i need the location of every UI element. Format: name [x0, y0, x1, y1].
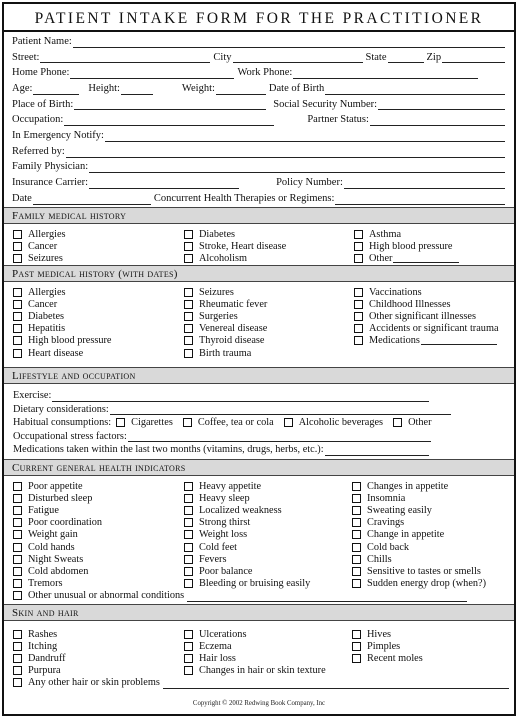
city-label: City [213, 51, 232, 63]
medications-row [13, 443, 509, 457]
home-phone-label: Home Phone: [12, 67, 70, 79]
health-checkbox[interactable]: Localized weakness [184, 504, 310, 516]
dietary-field[interactable] [110, 405, 451, 415]
health-checkbox[interactable]: Chills [352, 553, 486, 565]
skin-col-2 [184, 628, 326, 677]
medications-taken-field[interactable] [325, 446, 429, 456]
intake-form [2, 2, 516, 716]
date-field[interactable] [33, 194, 151, 205]
work-phone-label: Work Phone: [237, 67, 293, 79]
health-col-3 [352, 480, 486, 590]
medications-label: Medications taken within the last two months (vitamins, drugs, herbs, etc.): [13, 444, 324, 455]
concurrent-field[interactable] [335, 194, 505, 205]
past-checkbox[interactable]: Venereal disease [184, 323, 267, 335]
health-checkbox[interactable]: Poor appetite [13, 480, 102, 492]
health-other-field[interactable] [187, 592, 467, 602]
home-phone-field[interactable] [70, 68, 234, 79]
referred-row [12, 144, 508, 160]
habit-checkbox[interactable]: Coffee, tea or cola [183, 416, 274, 430]
past-checkbox[interactable]: Thyroid disease [184, 335, 267, 347]
checkbox-icon[interactable] [184, 300, 193, 309]
health-checkbox[interactable]: Change in appetite [352, 529, 486, 541]
checkbox-icon[interactable] [13, 349, 22, 358]
concurrent-label: Concurrent Health Therapies or Regimens: [153, 192, 335, 204]
checkbox-icon[interactable] [13, 555, 22, 564]
street-label: Street: [12, 51, 40, 63]
checkbox-icon[interactable] [13, 482, 22, 491]
past-col-2 [184, 286, 267, 359]
lifestyle-section [13, 389, 509, 457]
checkbox-icon[interactable] [13, 336, 22, 345]
checkbox-icon[interactable] [116, 418, 125, 427]
occupation-label: Occupation: [12, 114, 64, 126]
checkbox-icon[interactable] [393, 418, 402, 427]
checkbox-icon[interactable] [13, 654, 22, 663]
checkbox-icon[interactable] [13, 543, 22, 552]
past-checkbox[interactable]: Surgeries [184, 310, 267, 322]
checkbox-icon[interactable] [13, 567, 22, 576]
occupation-row [12, 112, 508, 128]
skin-checkbox[interactable]: Dandruff [13, 652, 66, 664]
health-checkbox[interactable]: Disturbed sleep [13, 492, 102, 504]
address-row [12, 50, 508, 66]
health-checkbox[interactable]: Changes in appetite [352, 480, 486, 492]
health-checkbox[interactable]: Cold feet [184, 541, 310, 553]
family-col-1 [13, 228, 66, 265]
checkbox-icon[interactable] [354, 230, 363, 239]
checkbox-icon[interactable] [13, 591, 22, 600]
zip-field[interactable] [442, 52, 505, 63]
ssn-label: Social Security Number: [273, 98, 378, 110]
checkbox-icon[interactable] [13, 230, 22, 239]
referred-by-label: Referred by: [12, 145, 65, 157]
health-checkbox[interactable]: Cravings [352, 517, 486, 529]
checkbox-icon[interactable] [13, 300, 22, 309]
checkbox-icon[interactable] [184, 288, 193, 297]
street-field[interactable] [40, 52, 210, 63]
emergency-label: In Emergency Notify: [12, 130, 104, 142]
emergency-row [12, 128, 508, 144]
skin-header: Skin and hair [4, 604, 514, 621]
past-checkbox[interactable]: Hepatitis [13, 323, 112, 335]
past-checkbox[interactable]: Vaccinations [354, 286, 499, 298]
health-checkbox[interactable]: Fatigue [13, 504, 102, 516]
checkbox-icon[interactable] [184, 254, 193, 263]
checkbox-icon[interactable] [354, 288, 363, 297]
checkbox-icon[interactable] [352, 630, 361, 639]
past-checkbox[interactable]: Seizures [184, 286, 267, 298]
health-checkbox[interactable]: Poor balance [184, 565, 310, 577]
health-col-2 [184, 480, 310, 590]
skin-checkbox[interactable]: Hair loss [184, 652, 326, 664]
exercise-row [13, 389, 509, 403]
phone-row [12, 65, 508, 81]
health-checkbox[interactable]: Strong thirst [184, 517, 310, 529]
checkbox-icon[interactable] [354, 312, 363, 321]
health-checkbox[interactable]: Poor coordination [13, 517, 102, 529]
past-col-1 [13, 286, 112, 359]
health-checkbox[interactable]: Heavy appetite [184, 480, 310, 492]
stress-row [13, 430, 509, 444]
stress-field[interactable] [128, 432, 431, 442]
patient-info-section [12, 34, 508, 207]
height-label: Height: [88, 83, 120, 95]
past-checkbox[interactable]: Accidents or significant trauma [354, 323, 499, 335]
checkbox-icon[interactable] [184, 579, 193, 588]
dob-field[interactable] [325, 84, 505, 95]
health-checkbox[interactable]: Fevers [184, 553, 310, 565]
health-checkbox[interactable]: Sweating easily [352, 504, 486, 516]
past-checkbox[interactable]: Rheumatic fever [184, 298, 267, 310]
checkbox-icon[interactable] [354, 336, 363, 345]
weight-field[interactable] [216, 84, 266, 95]
dietary-row [13, 403, 509, 417]
age-field[interactable] [33, 84, 79, 95]
family-checkbox[interactable]: Cancer [13, 240, 66, 252]
policy-number-field[interactable] [344, 178, 505, 189]
physician-row [12, 160, 508, 176]
health-grid [13, 480, 509, 592]
checkbox-icon[interactable] [352, 543, 361, 552]
family-history-grid [13, 228, 509, 268]
checkbox-icon[interactable] [184, 242, 193, 251]
past-history-grid [13, 286, 509, 362]
emergency-field[interactable] [105, 131, 505, 142]
checkbox-icon[interactable] [184, 506, 193, 515]
past-checkbox[interactable]: High blood pressure [13, 335, 112, 347]
family-physician-label: Family Physician: [12, 161, 89, 173]
insurance-carrier-label: Insurance Carrier: [12, 177, 89, 189]
past-checkbox[interactable]: Heart disease [13, 347, 112, 359]
checkbox-icon[interactable] [352, 518, 361, 527]
checkbox-icon[interactable] [13, 494, 22, 503]
checkbox-icon[interactable] [184, 494, 193, 503]
family-checkbox[interactable]: High blood pressure [354, 240, 459, 252]
checkbox-icon[interactable] [352, 555, 361, 564]
date-label: Date [12, 192, 32, 204]
lifestyle-header: Lifestyle and occupation [4, 367, 514, 384]
health-checkbox[interactable]: Cold back [352, 541, 486, 553]
past-checkbox[interactable]: Diabetes [13, 310, 112, 322]
checkbox-icon[interactable] [13, 324, 22, 333]
occupation-field[interactable] [64, 115, 274, 126]
other-field[interactable] [393, 254, 459, 263]
patient-name-field[interactable] [73, 37, 505, 48]
past-checkbox[interactable]: Allergies [13, 286, 112, 298]
past-checkbox[interactable]: Birth trauma [184, 347, 267, 359]
checkbox-icon[interactable] [184, 312, 193, 321]
partner-status-field[interactable] [370, 115, 505, 126]
checkbox-icon[interactable] [13, 254, 22, 263]
place-of-birth-field[interactable] [74, 99, 266, 110]
exercise-field[interactable] [52, 392, 429, 402]
skin-checkbox[interactable]: Hives [352, 628, 423, 640]
referred-by-field[interactable] [66, 147, 505, 158]
habit-checkbox[interactable]: Cigarettes [116, 416, 173, 430]
checkbox-icon[interactable] [183, 418, 192, 427]
checkbox-icon[interactable] [13, 242, 22, 251]
past-checkbox[interactable]: Other significant illnesses [354, 310, 499, 322]
policy-number-label: Policy Number: [276, 177, 343, 189]
checkbox-icon[interactable] [184, 518, 193, 527]
checkbox-icon[interactable] [352, 530, 361, 539]
checkbox-icon[interactable] [13, 288, 22, 297]
checkbox-icon[interactable] [354, 300, 363, 309]
health-checkbox[interactable]: Insomnia [352, 492, 486, 504]
health-col-1 [13, 480, 102, 590]
past-checkbox[interactable]: Cancer [13, 298, 112, 310]
age-label: Age: [12, 83, 33, 95]
skin-grid [13, 628, 509, 680]
checkbox-icon[interactable] [13, 530, 22, 539]
skin-checkbox[interactable]: Rashes [13, 628, 66, 640]
checkbox-icon[interactable] [352, 579, 361, 588]
checkbox-icon[interactable] [184, 336, 193, 345]
family-checkbox[interactable]: Asthma [354, 228, 459, 240]
checkbox-icon[interactable] [184, 630, 193, 639]
past-checkbox[interactable]: Medications [354, 335, 499, 347]
checkbox-icon[interactable] [284, 418, 293, 427]
form-title: PATIENT INTAKE FORM FOR THE PRACTITIONER [4, 6, 514, 32]
dietary-label: Dietary considerations: [13, 403, 109, 415]
family-checkbox[interactable]: Diabetes [184, 228, 286, 240]
health-checkbox[interactable]: Sensitive to tastes or smells [352, 565, 486, 577]
habit-checkbox[interactable]: Other [393, 416, 431, 430]
skin-other-field[interactable] [163, 679, 509, 689]
skin-other-checkbox[interactable]: Any other hair or skin problems [13, 676, 161, 690]
skin-checkbox[interactable]: Purpura [13, 665, 66, 677]
skin-checkbox[interactable]: Eczema [184, 640, 326, 652]
weight-label: Weight: [181, 83, 215, 95]
checkbox-icon[interactable] [184, 642, 193, 651]
skin-checkbox[interactable]: Itching [13, 640, 66, 652]
family-physician-field[interactable] [89, 162, 505, 173]
checkbox-icon[interactable] [13, 642, 22, 651]
insurance-row [12, 175, 508, 191]
health-checkbox[interactable]: Sudden energy drop (when?) [352, 578, 486, 590]
exercise-label: Exercise: [13, 390, 52, 401]
family-checkbox[interactable]: Allergies [13, 228, 66, 240]
patient-name-row [12, 34, 508, 50]
checkbox-icon[interactable] [354, 254, 363, 263]
checkbox-icon[interactable] [13, 518, 22, 527]
family-history-header: Family medical history [4, 207, 514, 224]
family-col-2 [184, 228, 286, 265]
work-phone-field[interactable] [293, 68, 478, 79]
checkbox-icon[interactable] [184, 230, 193, 239]
checkbox-icon[interactable] [13, 678, 22, 687]
skin-checkbox[interactable]: Recent moles [352, 652, 423, 664]
checkbox-icon[interactable] [13, 666, 22, 675]
age-height-row [12, 81, 508, 97]
zip-label: Zip [426, 51, 442, 63]
habitual-row [13, 416, 509, 430]
date-row [12, 191, 508, 207]
checkbox-icon[interactable] [352, 642, 361, 651]
past-col-3 [354, 286, 499, 347]
stress-label: Occupational stress factors: [13, 430, 127, 442]
checkbox-icon[interactable] [13, 312, 22, 321]
city-field[interactable] [233, 52, 363, 63]
checkbox-icon[interactable] [184, 349, 193, 358]
health-checkbox[interactable]: Cold hands [13, 541, 102, 553]
past-checkbox[interactable]: Childhood Illnesses [354, 298, 499, 310]
medications-field[interactable] [421, 336, 497, 345]
copyright: Copyright © 2002 Redwing Book Company, Inc [192, 700, 326, 707]
patient-name-label: Patient Name: [12, 35, 72, 47]
skin-other-line [13, 676, 509, 690]
family-checkbox[interactable]: Seizures [13, 252, 66, 264]
health-other-checkbox[interactable]: Other unusual or abnormal conditions [13, 589, 185, 603]
health-other-row [13, 589, 509, 603]
birth-ssn-row [12, 97, 508, 113]
checkbox-icon[interactable] [184, 530, 193, 539]
checkbox-icon[interactable] [354, 324, 363, 333]
checkbox-icon[interactable] [184, 324, 193, 333]
state-field[interactable] [388, 52, 424, 63]
place-of-birth-label: Place of Birth: [12, 98, 74, 110]
checkbox-icon[interactable] [184, 654, 193, 663]
checkbox-icon[interactable] [184, 567, 193, 576]
skin-checkbox[interactable]: Ulcerations [184, 628, 326, 640]
health-other-line [13, 589, 509, 603]
checkbox-icon[interactable] [13, 630, 22, 639]
checkbox-icon[interactable] [13, 579, 22, 588]
health-checkbox[interactable]: Bleeding or bruising easily [184, 578, 310, 590]
past-history-header: Past medical history (with dates) [4, 265, 514, 282]
family-checkbox[interactable]: Stroke, Heart disease [184, 240, 286, 252]
checkbox-icon[interactable] [352, 494, 361, 503]
habit-checkbox[interactable]: Alcoholic beverages [284, 416, 383, 430]
skin-other-row [13, 676, 509, 690]
height-field[interactable] [121, 84, 153, 95]
checkbox-icon[interactable] [352, 567, 361, 576]
checkbox-icon[interactable] [184, 666, 193, 675]
health-header: Current general health indicators [4, 459, 514, 476]
checkbox-icon[interactable] [352, 482, 361, 491]
habitual-label: Habitual consumptions: [13, 417, 112, 428]
health-checkbox[interactable]: Cold abdomen [13, 565, 102, 577]
checkbox-icon[interactable] [184, 543, 193, 552]
dob-label: Date of Birth [268, 83, 325, 95]
family-checkbox[interactable]: Alcoholism [184, 252, 286, 264]
insurance-carrier-field[interactable] [89, 178, 239, 189]
health-checkbox[interactable]: Weight gain [13, 529, 102, 541]
checkbox-icon[interactable] [352, 506, 361, 515]
skin-checkbox[interactable]: Changes in hair or skin texture [184, 665, 326, 677]
health-checkbox[interactable]: Night Sweats [13, 553, 102, 565]
state-label: State [365, 51, 387, 63]
checkbox-icon[interactable] [352, 654, 361, 663]
skin-col-1 [13, 628, 66, 677]
skin-checkbox[interactable]: Pimples [352, 640, 423, 652]
partner-status-label: Partner Status: [307, 114, 369, 126]
skin-col-3 [352, 628, 423, 665]
ssn-field[interactable] [378, 99, 505, 110]
health-checkbox[interactable]: Heavy sleep [184, 492, 310, 504]
health-checkbox[interactable]: Weight loss [184, 529, 310, 541]
checkbox-icon[interactable] [184, 555, 193, 564]
checkbox-icon[interactable] [354, 242, 363, 251]
checkbox-icon[interactable] [13, 506, 22, 515]
checkbox-icon[interactable] [184, 482, 193, 491]
family-col-3 [354, 228, 459, 265]
family-checkbox[interactable]: Other [354, 252, 459, 264]
health-checkbox[interactable]: Tremors [13, 578, 102, 590]
